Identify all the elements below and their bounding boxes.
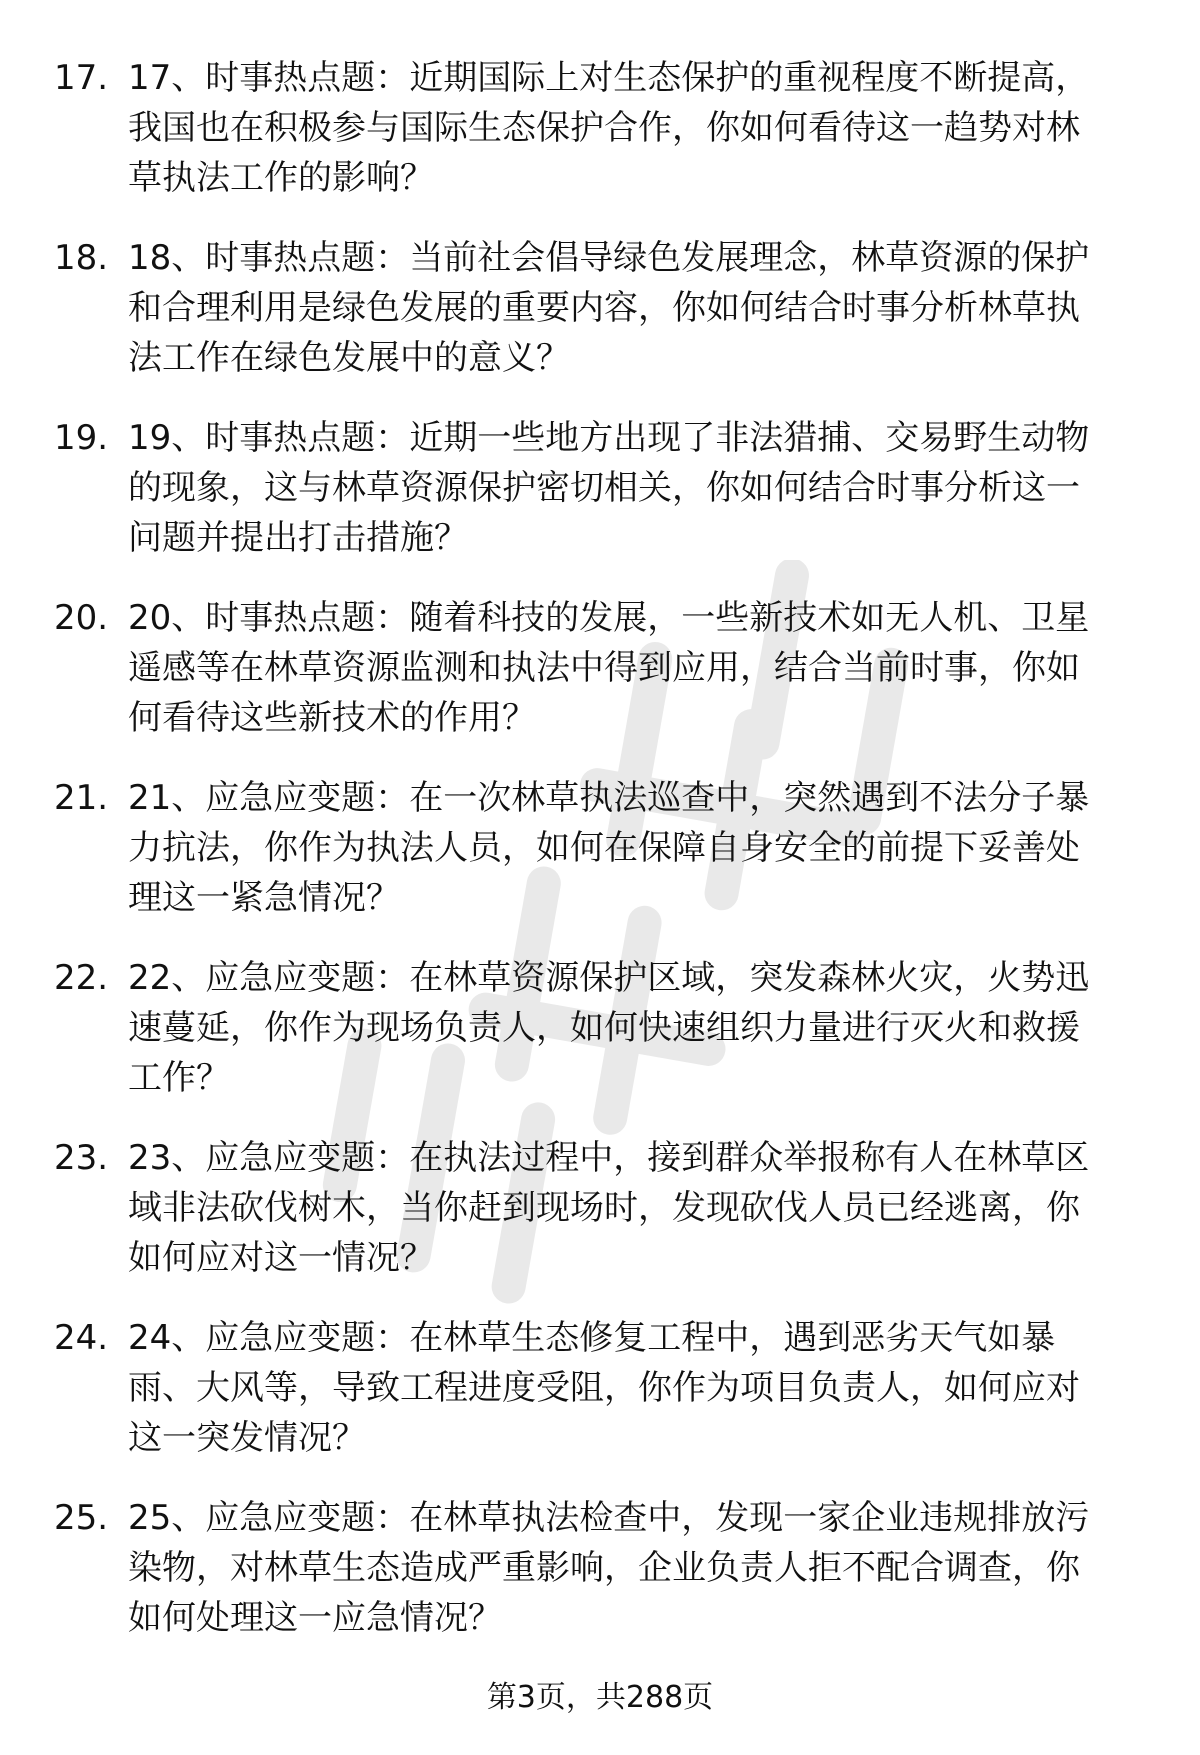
question-text xyxy=(128,413,1140,563)
question-item xyxy=(0,1313,1200,1493)
question-text xyxy=(128,1313,1140,1463)
question-line: 17、时事热点题：近期国际上对生态保护的重视程度不断提高， xyxy=(128,58,1090,98)
question-line: 何看待这些新技术的作用？ xyxy=(128,698,536,738)
question-line: 20、时事热点题：随着科技的发展，一些新技术如无人机、卫星 xyxy=(128,598,1090,638)
question-number: 23. xyxy=(54,1138,109,1178)
question-line: 问题并提出打击措施？ xyxy=(128,518,468,558)
question-line: 域非法砍伐树木，当你赶到现场时，发现砍伐人员已经逃离，你 xyxy=(128,1188,1080,1228)
question-line: 如何应对这一情况？ xyxy=(128,1238,434,1278)
question-list xyxy=(0,53,1200,1673)
question-line: 法工作在绿色发展中的意义？ xyxy=(128,338,570,378)
question-text xyxy=(128,593,1140,743)
question-line: 遥感等在林草资源监测和执法中得到应用，结合当前时事，你如 xyxy=(128,648,1080,688)
question-line: 我国也在积极参与国际生态保护合作，你如何看待这一趋势对林 xyxy=(128,108,1080,148)
question-number: 25. xyxy=(54,1498,109,1538)
question-line: 21、应急应变题：在一次林草执法巡查中，突然遇到不法分子暴 xyxy=(128,778,1090,818)
question-number: 19. xyxy=(54,418,109,458)
question-line: 24、应急应变题：在林草生态修复工程中，遇到恶劣天气如暴 xyxy=(128,1318,1056,1358)
question-line: 草执法工作的影响？ xyxy=(128,158,434,198)
question-text xyxy=(128,1493,1140,1643)
question-text xyxy=(128,773,1140,923)
question-line: 理这一紧急情况？ xyxy=(128,878,400,918)
question-text xyxy=(128,233,1140,383)
question-item xyxy=(0,53,1200,233)
question-number: 20. xyxy=(54,598,109,638)
question-line: 力抗法，你作为执法人员，如何在保障自身安全的前提下妥善处 xyxy=(128,828,1080,868)
question-line: 19、时事热点题：近期一些地方出现了非法猎捕、交易野生动物 xyxy=(128,418,1090,458)
question-text xyxy=(128,953,1140,1103)
question-number: 22. xyxy=(54,958,109,998)
question-item xyxy=(0,1133,1200,1313)
question-number: 17. xyxy=(54,58,109,98)
question-line: 工作？ xyxy=(128,1058,230,1098)
question-line: 25、应急应变题：在林草执法检查中，发现一家企业违规排放污 xyxy=(128,1498,1090,1538)
question-line: 23、应急应变题：在执法过程中，接到群众举报称有人在林草区 xyxy=(128,1138,1090,1178)
question-item xyxy=(0,773,1200,953)
question-line: 的现象，这与林草资源保护密切相关，你如何结合时事分析这一 xyxy=(128,468,1080,508)
question-line: 雨、大风等，导致工程进度受阻，你作为项目负责人，如何应对 xyxy=(128,1368,1080,1408)
question-item xyxy=(0,1493,1200,1673)
question-line: 18、时事热点题：当前社会倡导绿色发展理念，林草资源的保护 xyxy=(128,238,1090,278)
page-number-footer: 第3页，共288页 xyxy=(486,1680,714,1715)
question-number: 21. xyxy=(54,778,109,818)
question-item xyxy=(0,593,1200,773)
question-line: 这一突发情况？ xyxy=(128,1418,366,1458)
question-number: 24. xyxy=(54,1318,109,1358)
question-number: 18. xyxy=(54,238,109,278)
question-text xyxy=(128,1133,1140,1283)
question-line: 22、应急应变题：在林草资源保护区域，突发森林火灾，火势迅 xyxy=(128,958,1090,998)
question-line: 染物，对林草生态造成严重影响，企业负责人拒不配合调查，你 xyxy=(128,1548,1080,1588)
question-line: 如何处理这一应急情况？ xyxy=(128,1598,502,1638)
question-line: 速蔓延，你作为现场负责人，如何快速组织力量进行灭火和救援 xyxy=(128,1008,1080,1048)
question-line: 和合理利用是绿色发展的重要内容，你如何结合时事分析林草执 xyxy=(128,288,1080,328)
question-text xyxy=(128,53,1140,203)
question-item xyxy=(0,233,1200,413)
question-item xyxy=(0,953,1200,1133)
question-item xyxy=(0,413,1200,593)
